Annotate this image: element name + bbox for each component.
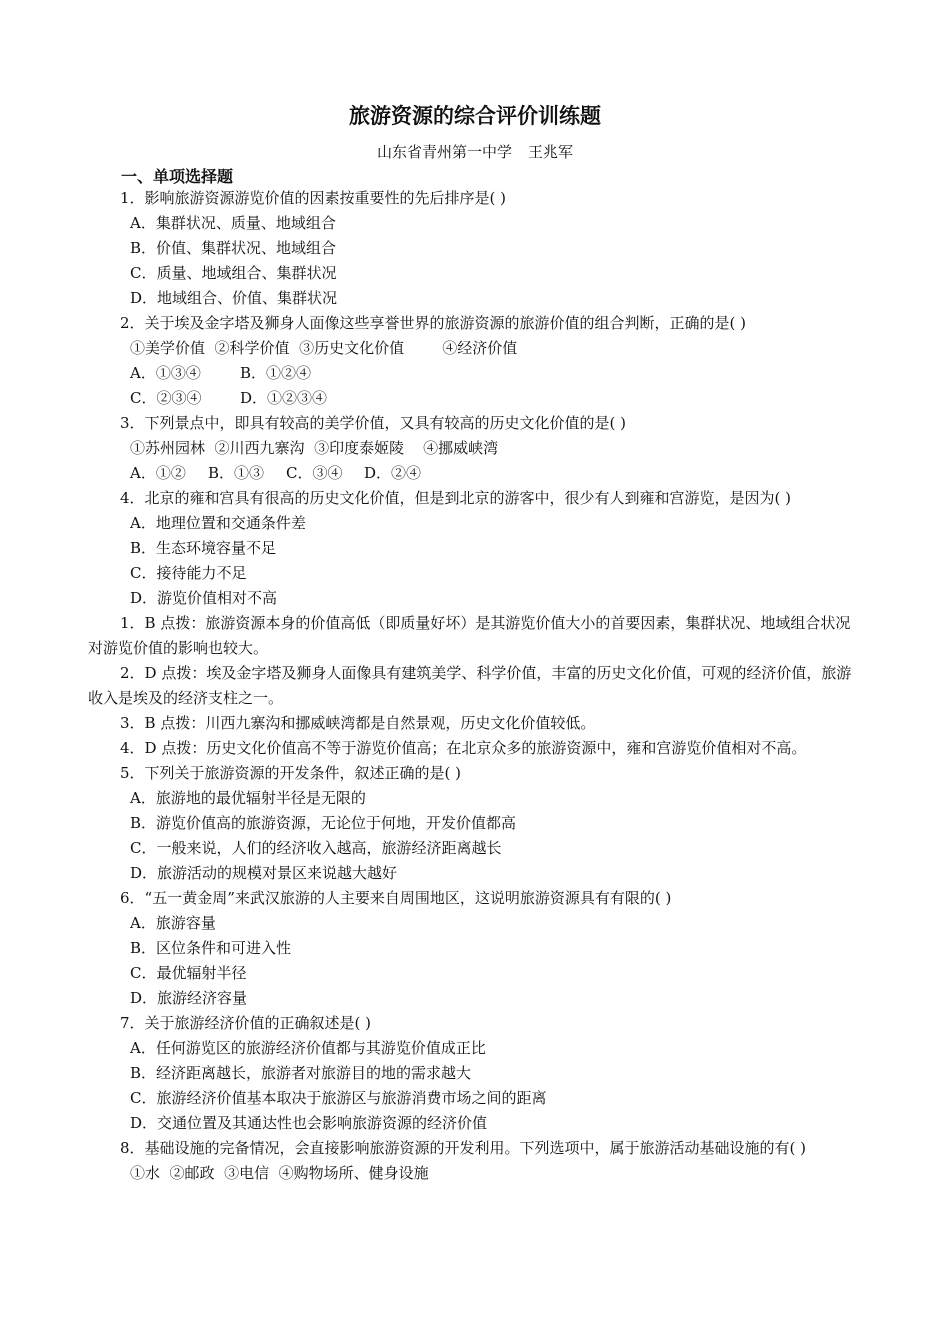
section-heading: 一、单项选择题 — [121, 167, 234, 186]
answer-explanation: 2．D 点拨：埃及金字塔及狮身人面像具有建筑美学、科学价值，丰富的历史文化价值，可观的经济价值，旅游收入是埃及的经济支柱之一。 — [88, 664, 852, 707]
option: B．①③ — [208, 464, 265, 482]
option-row — [88, 386, 863, 411]
option: A．旅游容量 — [130, 914, 216, 932]
option: D．旅游经济容量 — [130, 989, 248, 1007]
option: A．地理位置和交通条件差 — [130, 514, 306, 532]
option: A．集群状况、质量、地域组合 — [130, 214, 336, 232]
question-stem: 6．“五一黄金周”来武汉旅游的人主要来自周围地区，这说明旅游资源具有有限的( ) — [120, 889, 672, 907]
question-stem: 2．关于埃及金字塔及狮身人面像这些享誉世界的旅游资源的旅游价值的组合判断，正确的是( ) — [120, 314, 747, 332]
option: C．最优辐射半径 — [130, 964, 247, 982]
option: A．任何游览区的旅游经济价值都与其游览价值成正比 — [130, 1039, 486, 1057]
answer-explanation: 1．B 点拨：旅游资源本身的价值高低（即质量好坏）是其游览价值大小的首要因素，集群状况、地域组合状况对游览价值的影响也较大。 — [88, 614, 851, 657]
option: C．旅游经济价值基本取决于旅游区与旅游消费市场之间的距离 — [130, 1089, 547, 1107]
question-stem: 7．关于旅游经济价值的正确叙述是( ) — [120, 1014, 372, 1032]
question-items: ①苏州园林 ②川西九寨沟 ③印度泰姬陵 ④挪威峡湾 — [130, 439, 499, 457]
option: A．旅游地的最优辐射半径是无限的 — [130, 789, 366, 807]
question-items: ①美学价值 ②科学价值 ③历史文化价值 ④经济价值 — [130, 339, 518, 357]
option: C．质量、地域组合、集群状况 — [130, 264, 337, 282]
option: D．交通位置及其通达性也会影响旅游资源的经济价值 — [130, 1114, 488, 1132]
author-school: 山东省青州第一中学 — [376, 143, 512, 161]
author-name: 王兆军 — [528, 143, 574, 161]
answer-explanation: 3．B 点拨：川西九寨沟和挪威峡湾都是自然景观，历史文化价值较低。 — [120, 714, 596, 732]
option: C．接待能力不足 — [130, 564, 247, 582]
option: B．①②④ — [240, 364, 312, 382]
option: D．游览价值相对不高 — [130, 589, 278, 607]
option: C．③④ — [286, 464, 343, 482]
question-stem: 3．下列景点中，即具有较高的美学价值，又具有较高的历史文化价值的是( ) — [120, 414, 627, 432]
option: A．①③④ — [130, 364, 201, 382]
option-row — [88, 461, 863, 486]
question-stem: 4．北京的雍和宫具有很高的历史文化价值，但是到北京的游客中，很少有人到雍和宫游览，是因为( ) — [120, 489, 792, 507]
option: A．①② — [130, 464, 186, 482]
document-body — [88, 186, 863, 1186]
option: C．②③④ — [130, 389, 202, 407]
option: B．游览价值高的旅游资源，无论位于何地，开发价值都高 — [130, 814, 517, 832]
option: D．地域组合、价值、集群状况 — [130, 289, 338, 307]
option: B．经济距离越长，旅游者对旅游目的地的需求越大 — [130, 1064, 472, 1082]
answer-explanation: 4．D 点拨：历史文化价值高不等于游览价值高；在北京众多的旅游资源中，雍和宫游览价值相对不高。 — [120, 739, 807, 757]
option: D．旅游活动的规模对景区来说越大越好 — [130, 864, 398, 882]
option: D．①②③④ — [240, 389, 328, 407]
option-row — [88, 361, 863, 386]
option: C．一般来说，人们的经济收入越高，旅游经济距离越长 — [130, 839, 502, 857]
option: D．②④ — [364, 464, 422, 482]
option: B．区位条件和可进入性 — [130, 939, 292, 957]
question-stem: 1．影响旅游资源游览价值的因素按重要性的先后排序是( ) — [120, 189, 507, 207]
page-title: 旅游资源的综合评价训练题 — [349, 104, 601, 128]
question-stem: 8．基础设施的完备情况，会直接影响旅游资源的开发利用。下列选项中，属于旅游活动基础设施的有( ) — [120, 1139, 807, 1157]
question-stem: 5．下列关于旅游资源的开发条件，叙述正确的是( ) — [120, 764, 462, 782]
author-line — [0, 141, 950, 162]
option: B．价值、集群状况、地域组合 — [130, 239, 337, 257]
option: B．生态环境容量不足 — [130, 539, 277, 557]
question-items: ①水 ②邮政 ③电信 ④购物场所、健身设施 — [130, 1164, 429, 1182]
